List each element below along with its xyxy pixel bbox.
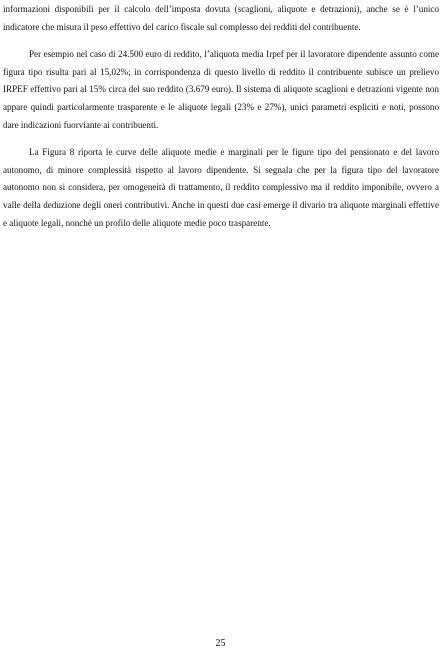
paragraph-continuation: informazioni disponibili per il calcolo dell’imposta dovuta (scaglioni, aliquote e detrazioni), anche se è l’unico indicatore che misura il peso effettivo del carico fiscale sul complesso dei redditi del contribuente. (3, 4, 439, 32)
document-page (3, 0, 439, 232)
paragraph-figure-8: La Figura 8 riporta le curve delle aliquote medie e marginali per le figure tipo del pensionato e del lavoro autonomo, di minore complessità rispetto al lavoro dipendente. Si segnala che per la figura tipo del lavoratore autonomo non si considera, per omogeneità di trattamento, il reddito complessivo ma il reddito imponibile, ovvero a valle della deduzione degli oneri contributivi. Anche in questi due casi emerge il divario tra aliquote marginali effettive e aliquote legali, nonché un profilo delle aliquote medie poco trasparente. (3, 147, 439, 228)
paragraph-example: Per esempio nel caso di 24.500 euro di reddito, l’aliquota media Irpef per il lavoratore dipendente assunto come figura tipo risulta pari al 15,02%; in corrispondenza di questo livello di reddito il contribuente subisce un prelievo IRPEF effettivo pari al 15% circa del suo reddito (3.679 euro). Il sistema di aliquote scaglioni e detrazioni vigente non appare quindi particolarmente trasparente e le aliquote legali (23% e 27%), unici parametri espliciti e noti, possono dare indicazioni fuorviante ai contribuenti. (3, 49, 439, 130)
page-number: 25 (215, 638, 226, 649)
